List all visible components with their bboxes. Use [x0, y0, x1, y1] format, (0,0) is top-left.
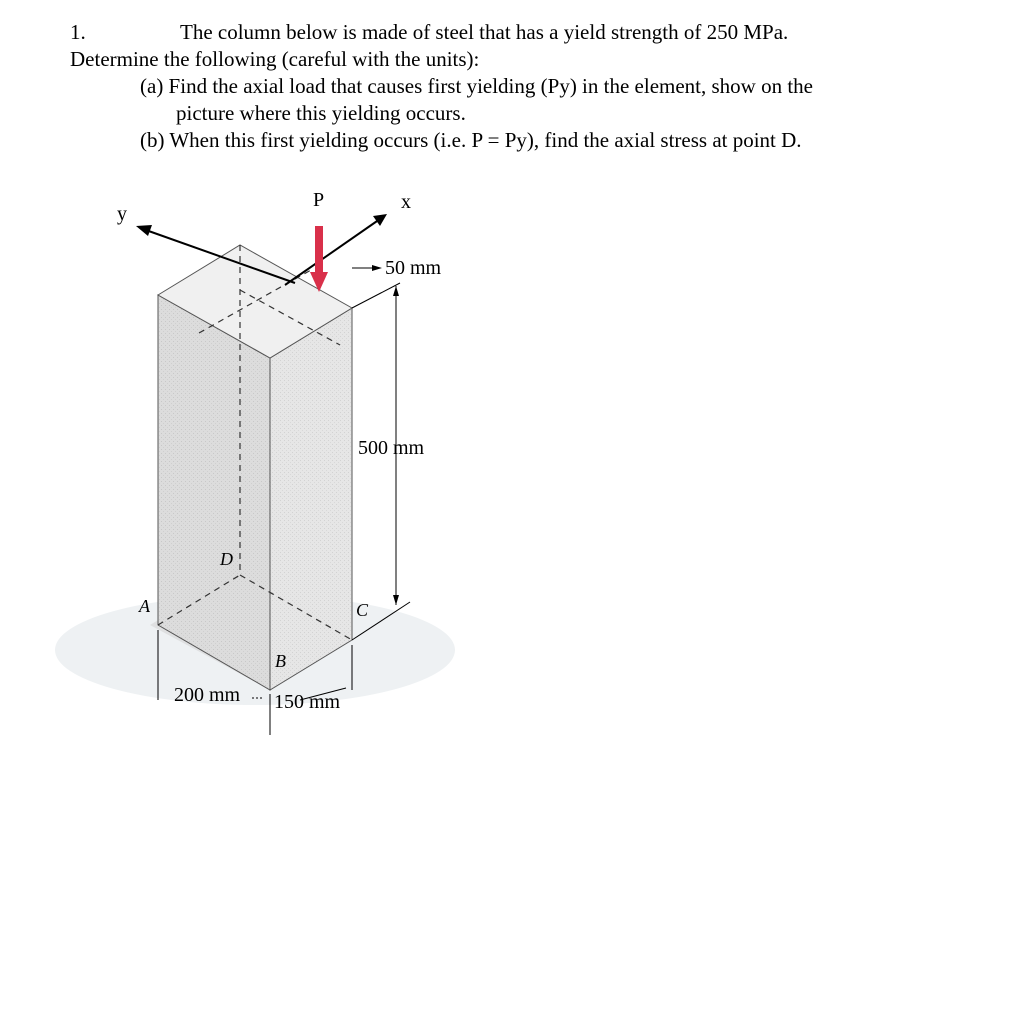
load-label: P: [313, 189, 325, 211]
dim-height-label: 500 mm: [358, 437, 425, 459]
part-b: (b) When this first yielding occurs (i.e. P = Py), find the axial stress at point D.: [140, 128, 802, 152]
x-axis-label: x: [401, 191, 411, 213]
problem-intro: The column below is made of steel that has a yield strength of 250 MPa.: [180, 20, 789, 44]
point-a-label: A: [139, 596, 150, 616]
problem-number: 1.: [70, 20, 86, 44]
point-c-label: C: [356, 600, 369, 620]
part-a-line1: (a) Find the axial load that causes first yielding (Py) in the element, show on the: [140, 74, 814, 98]
y-axis-label: y: [117, 203, 127, 225]
point-b-label: B: [275, 651, 286, 671]
part-a-line2: picture where this yielding occurs.: [176, 101, 466, 125]
dim-width-a-label: 200 mm: [174, 684, 241, 706]
column-left-face: [158, 295, 270, 690]
problem-instruction: Determine the following (careful with the units):: [70, 47, 480, 71]
dim-offset-label: 50 mm: [385, 257, 442, 279]
point-d-label: D: [220, 549, 233, 569]
dim-width-b-label: 150 mm: [274, 691, 341, 713]
